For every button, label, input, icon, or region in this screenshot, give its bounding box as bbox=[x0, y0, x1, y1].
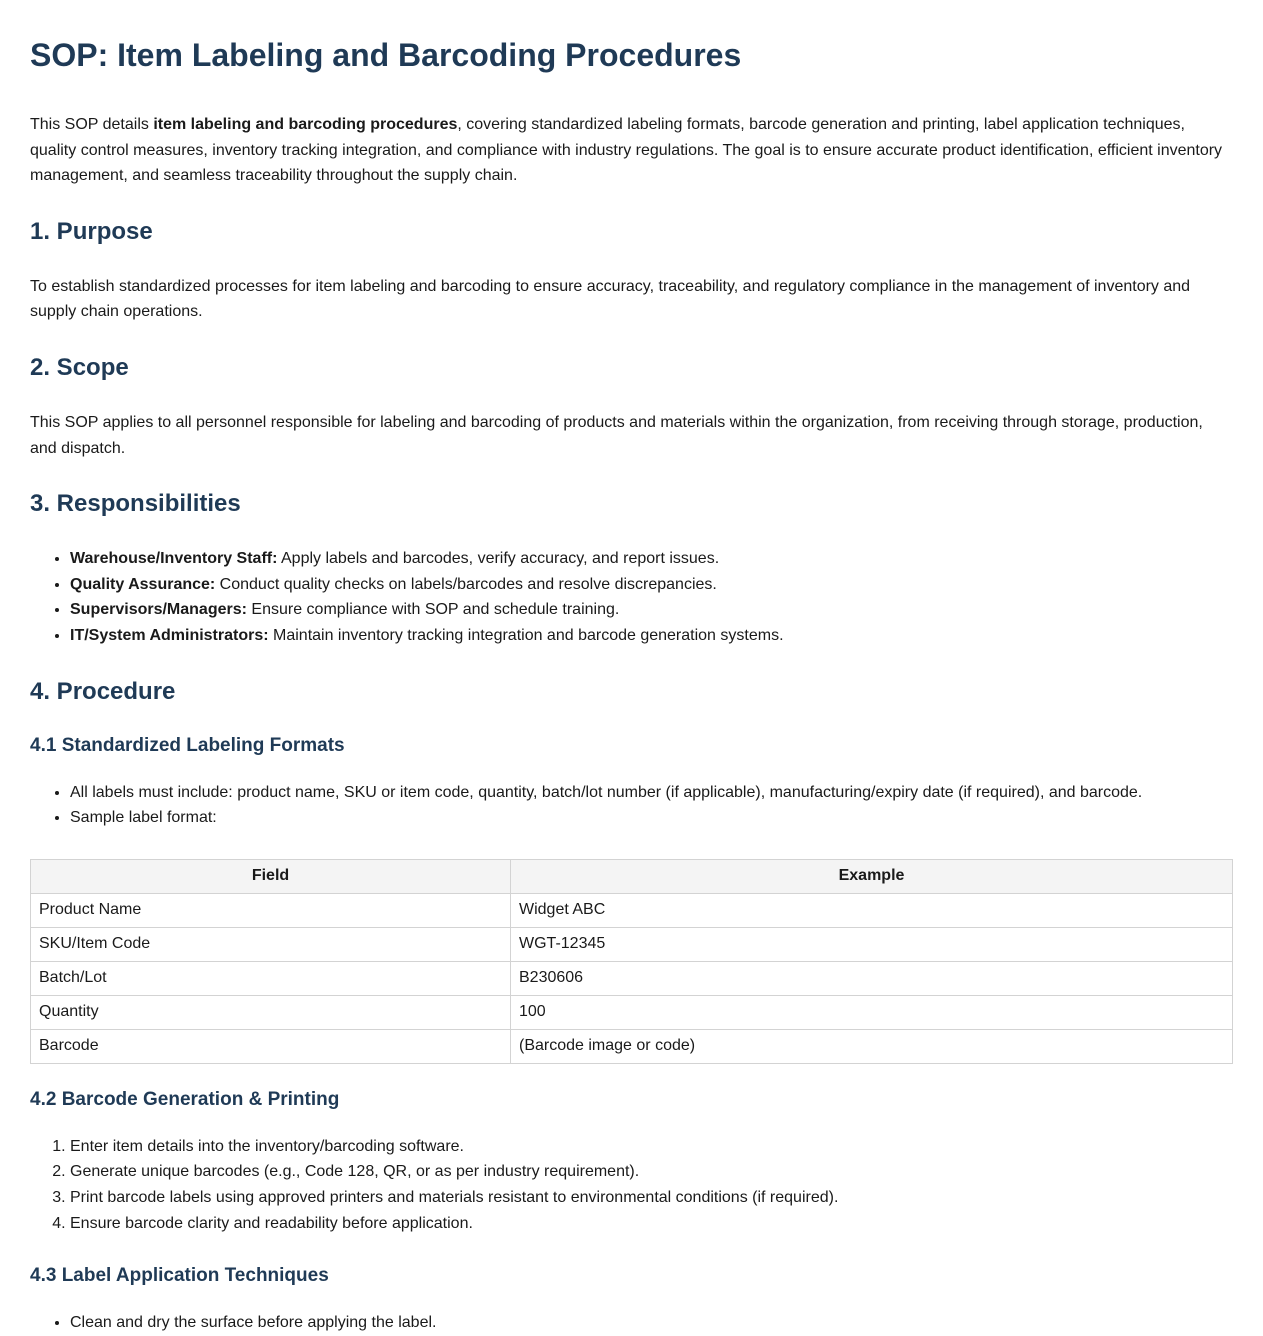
intro-paragraph bbox=[30, 112, 1233, 189]
intro-prefix: This SOP details bbox=[30, 116, 154, 133]
table-cell-field: SKU/Item Code bbox=[31, 927, 511, 961]
role-text: Ensure compliance with SOP and schedule training. bbox=[246, 601, 620, 619]
table-cell-example: 100 bbox=[511, 995, 1233, 1029]
list-item bbox=[70, 623, 1233, 649]
intro-bold: item labeling and barcoding procedures bbox=[153, 116, 458, 133]
role-label: Warehouse/Inventory Staff: bbox=[70, 550, 278, 568]
procedure-heading: 4. Procedure bbox=[30, 677, 176, 705]
list-item bbox=[70, 597, 1233, 623]
table-cell-example: B230606 bbox=[511, 961, 1233, 995]
responsibilities-list bbox=[30, 546, 1233, 648]
role-label: IT/System Administrators: bbox=[70, 626, 269, 644]
table-cell-field: Batch/Lot bbox=[31, 961, 511, 995]
label-application-list bbox=[30, 1310, 1233, 1336]
role-text: Conduct quality checks on labels/barcodes and resolve discrepancies. bbox=[215, 575, 717, 593]
scope-text: This SOP applies to all personnel responsible for labeling and barcoding of products and materials within the organization, from receiving through storage, production, and dispatch. bbox=[30, 413, 1203, 457]
sample-label-table bbox=[30, 859, 1233, 1064]
table-row bbox=[31, 927, 1233, 961]
labeling-format-list bbox=[30, 780, 1233, 831]
purpose-text: To establish standardized processes for item labeling and barcoding to ensure accuracy, traceability, and regulatory compliance in the management of inventory and supply chain operations. bbox=[30, 277, 1191, 321]
list-item: 3. Print barcode labels using approved printers and materials resistant to environmental conditions (if required). bbox=[70, 1185, 1233, 1211]
page-title: SOP: Item Labeling and Barcoding Procedures bbox=[30, 37, 742, 73]
purpose-heading: 1. Purpose bbox=[30, 217, 153, 245]
table-row bbox=[31, 893, 1233, 927]
table-cell-field: Barcode bbox=[31, 1029, 511, 1063]
list-item: 1. Enter item details into the inventory/barcoding software. bbox=[70, 1134, 1233, 1160]
role-text: Maintain inventory tracking integration and barcode generation systems. bbox=[268, 626, 784, 644]
list-item: 4. Ensure barcode clarity and readability before application. bbox=[70, 1211, 1233, 1237]
scope-heading: 2. Scope bbox=[30, 353, 129, 381]
section-4-1-heading: 4.1 Standardized Labeling Formats bbox=[30, 734, 345, 756]
table-row bbox=[31, 995, 1233, 1029]
list-item bbox=[70, 546, 1233, 572]
list-item bbox=[70, 572, 1233, 598]
role-label: Supervisors/Managers: bbox=[70, 601, 247, 619]
intro-suffix: , covering standardized labeling formats, barcode generation and printing, label application techniques, quality control measures, inventory tracking integration, and compliance with industry regulations. The goal is to ensure accurate product identification, efficient inventory management, and seamless traceability throughout the supply chain. bbox=[30, 116, 1223, 185]
table-cell-field: Product Name bbox=[31, 893, 511, 927]
list-item: • Clean and dry the surface before applying the label. bbox=[70, 1310, 1233, 1336]
role-label: Quality Assurance: bbox=[70, 575, 216, 593]
table-header-row bbox=[31, 859, 1233, 893]
list-item: • Sample label format: bbox=[70, 805, 1233, 831]
section-4-3-heading: 4.3 Label Application Techniques bbox=[30, 1265, 329, 1287]
table-cell-example: (Barcode image or code) bbox=[511, 1029, 1233, 1063]
list-item: • All labels must include: product name, SKU or item code, quantity, batch/lot number (if applicable), manufacturing/expiry date (if required), and barcode. bbox=[70, 780, 1233, 806]
list-item: 2. Generate unique barcodes (e.g., Code 128, QR, or as per industry requirement). bbox=[70, 1159, 1233, 1185]
table-cell-example: WGT-12345 bbox=[511, 927, 1233, 961]
barcode-steps-list bbox=[30, 1134, 1233, 1236]
section-4-2-heading: 4.2 Barcode Generation & Printing bbox=[30, 1088, 340, 1110]
responsibilities-heading: 3. Responsibilities bbox=[30, 490, 241, 518]
role-text: Apply labels and barcodes, verify accuracy, and report issues. bbox=[277, 550, 720, 568]
column-header-field: Field bbox=[31, 859, 511, 893]
table-cell-example: Widget ABC bbox=[511, 893, 1233, 927]
table-row bbox=[31, 961, 1233, 995]
column-header-example: Example bbox=[511, 859, 1233, 893]
table-row bbox=[31, 1029, 1233, 1063]
table-cell-field: Quantity bbox=[31, 995, 511, 1029]
